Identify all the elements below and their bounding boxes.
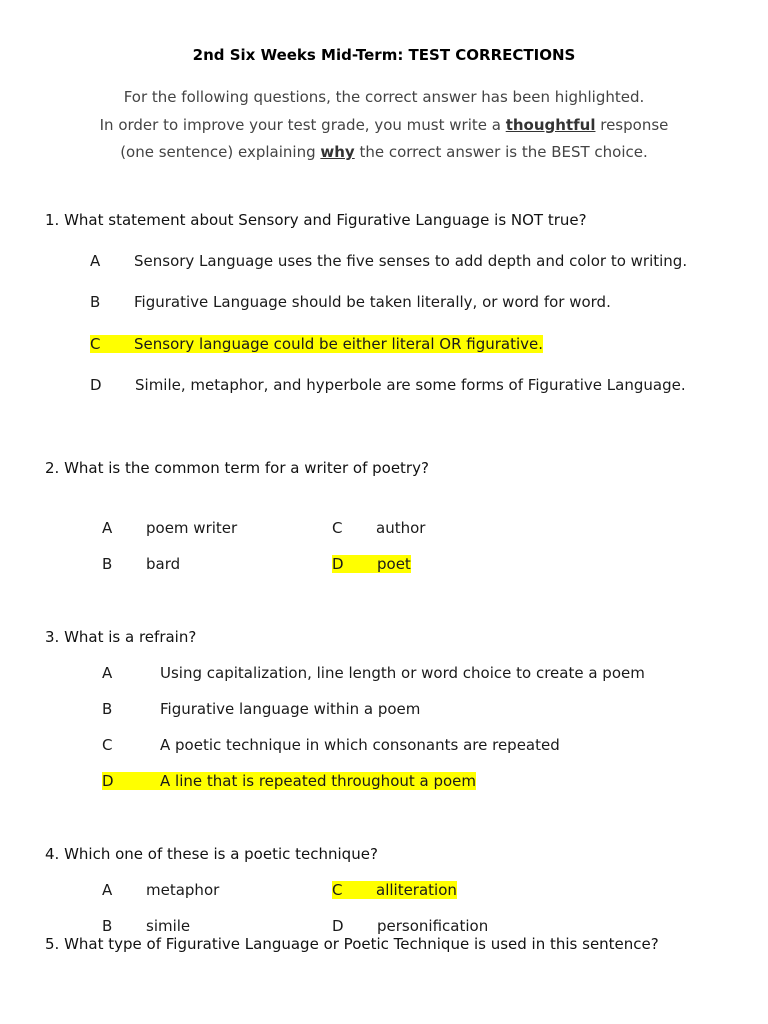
page-title: 2nd Six Weeks Mid-Term: TEST CORRECTIONS xyxy=(192,46,576,64)
option-text: Figurative language within a poem xyxy=(160,700,421,718)
emphasis-thoughtful: thoughtful xyxy=(505,116,596,134)
q1-option-a xyxy=(90,252,687,270)
q3-option-a xyxy=(102,664,645,682)
q4-option-c-correct xyxy=(332,881,457,899)
q2-option-d-correct xyxy=(332,555,411,573)
option-letter: C xyxy=(332,881,343,899)
option-text: Sensory Language uses the five senses to add depth and color to writing. xyxy=(134,252,688,270)
option-text: author xyxy=(376,519,426,537)
instructions-line-3 xyxy=(0,143,768,161)
option-text: Simile, metaphor, and hyperbole are some forms of Figurative Language. xyxy=(135,376,686,394)
instructions-text: In order to improve your test grade, you must write a xyxy=(99,116,506,134)
instructions-text: (one sentence) explaining xyxy=(120,143,321,161)
question-4: 4. Which one of these is a poetic technique? xyxy=(45,845,378,863)
q3-option-d-correct xyxy=(102,772,476,790)
instructions-text: response xyxy=(595,116,669,134)
q2-option-c xyxy=(332,519,425,537)
q2-option-b xyxy=(102,555,180,573)
instructions-line-1: For the following questions, the correct answer has been highlighted. xyxy=(123,88,645,106)
question-2: 2. What is the common term for a writer of poetry? xyxy=(45,459,429,477)
instructions-text: the correct answer is the BEST choice. xyxy=(354,143,648,161)
instructions-line-2 xyxy=(0,116,768,134)
option-letter: A xyxy=(102,881,113,899)
q4-option-b xyxy=(102,917,190,935)
q3-option-c xyxy=(102,736,560,754)
question-1: 1. What statement about Sensory and Figurative Language is NOT true? xyxy=(45,211,587,229)
option-letter: B xyxy=(102,555,113,573)
option-text: A line that is repeated throughout a poem xyxy=(160,772,477,790)
question-3: 3. What is a refrain? xyxy=(45,628,197,646)
q4-option-d xyxy=(332,917,488,935)
option-text: alliteration xyxy=(376,881,457,899)
option-text: Sensory language could be either literal OR figurative. xyxy=(134,335,544,353)
option-letter: C xyxy=(102,736,113,754)
option-letter: B xyxy=(90,293,101,311)
emphasis-why: why xyxy=(320,143,355,161)
q2-option-a xyxy=(102,519,237,537)
question-5: 5. What type of Figurative Language or Poetic Technique is used in this sentence? xyxy=(45,935,659,953)
option-text: Figurative Language should be taken literally, or word for word. xyxy=(134,293,611,311)
option-letter: C xyxy=(90,335,101,353)
option-text: poet xyxy=(377,555,411,573)
option-letter: D xyxy=(332,917,344,935)
option-letter: C xyxy=(332,519,343,537)
option-letter: D xyxy=(90,376,102,394)
option-letter: B xyxy=(102,700,113,718)
q1-option-d xyxy=(90,376,686,394)
option-letter: A xyxy=(102,519,113,537)
option-letter: A xyxy=(90,252,101,270)
option-text: poem writer xyxy=(146,519,238,537)
q3-option-b xyxy=(102,700,420,718)
option-text: metaphor xyxy=(146,881,220,899)
option-text: Using capitalization, line length or word choice to create a poem xyxy=(160,664,645,682)
option-letter: D xyxy=(102,772,114,790)
option-letter: A xyxy=(102,664,113,682)
option-letter: D xyxy=(332,555,344,573)
q4-option-a xyxy=(102,881,219,899)
option-text: bard xyxy=(146,555,181,573)
q1-option-b xyxy=(90,293,611,311)
q1-option-c-correct xyxy=(90,335,543,353)
option-text: simile xyxy=(146,917,191,935)
option-letter: B xyxy=(102,917,113,935)
option-text: personification xyxy=(377,917,489,935)
option-text: A poetic technique in which consonants are repeated xyxy=(160,736,560,754)
